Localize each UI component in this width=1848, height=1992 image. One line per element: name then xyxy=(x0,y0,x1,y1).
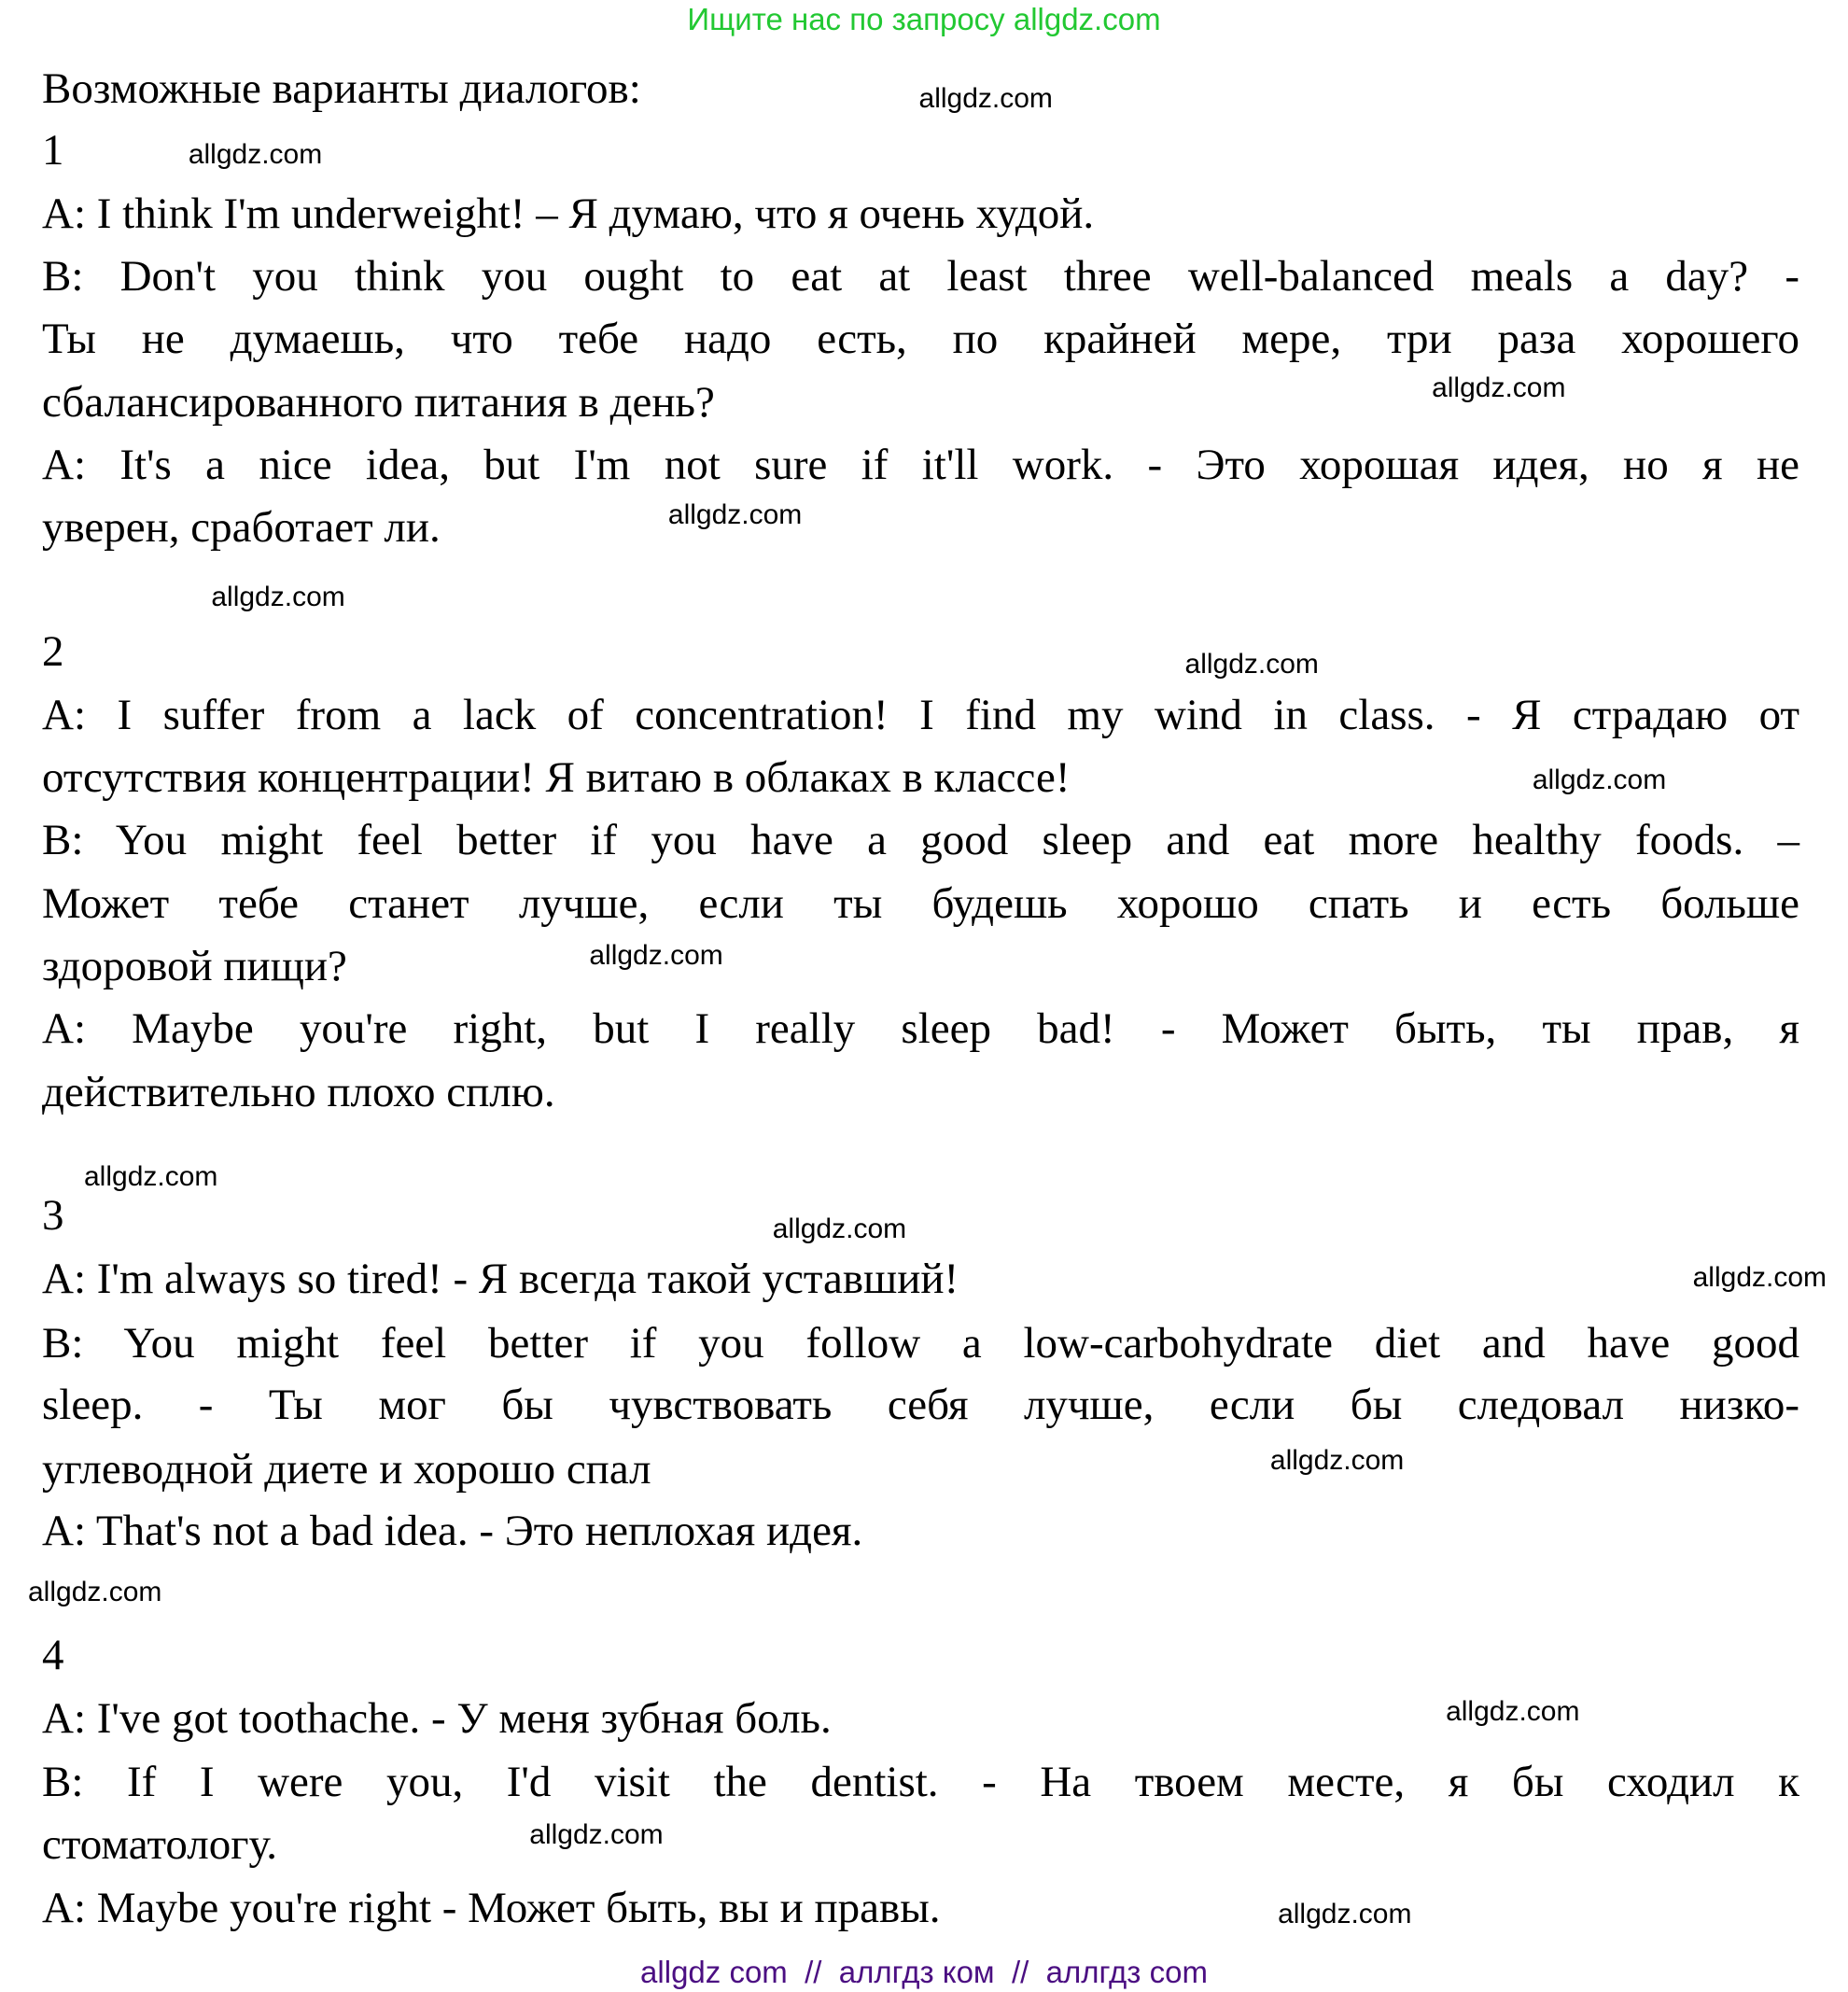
watermark: allgdz.com xyxy=(1692,1262,1827,1294)
dialog-line: здоровой пищи? xyxy=(42,942,347,990)
dialog-line: Может тебе станет лучше, если ты будешь хорошо спать и есть больше xyxy=(42,879,1799,929)
dialog-line: A: I've got toothache. - У меня зубная боль. xyxy=(42,1693,832,1743)
dialog-line: действительно плохо сплю. xyxy=(42,1068,555,1116)
dialog-line: B: You might feel better if you have a good sleep and eat more healthy foods. – xyxy=(42,816,1799,864)
watermark: allgdz.com xyxy=(1278,1898,1412,1929)
dialog-line: сбалансированного питания в день? xyxy=(42,377,715,427)
watermark: allgdz.com xyxy=(84,1161,218,1193)
dialog-line: Ты не думаешь, что тебе надо есть, по крайней мере, три раза хорошего xyxy=(42,314,1799,363)
watermark: allgdz.com xyxy=(589,940,723,972)
dialog-line: B: If I were you, I'd visit the dentist. - На твоем месте, я бы сходил к xyxy=(42,1758,1799,1807)
watermark: allgdz.com xyxy=(188,139,323,171)
dialog-line: B: Don't you think you ought to eat at least three well-balanced meals a day? - xyxy=(42,251,1799,301)
dialog-line: A: I suffer from a lack of concentration! I find my wind in class. - Я страдаю от xyxy=(42,691,1799,740)
watermark: allgdz.com xyxy=(1532,764,1667,795)
dialog-number: 3 xyxy=(42,1191,64,1241)
dialog-line: углеводной диете и хорошо спал xyxy=(42,1444,651,1494)
dialog-line: B: You might feel better if you follow a low-carbohydrate diet and have good xyxy=(42,1318,1799,1368)
watermark: allgdz.com xyxy=(772,1213,907,1245)
dialog-line: A: I'm always so tired! - Я всегда такой уставший! xyxy=(42,1255,959,1304)
dialog-number: 4 xyxy=(42,1630,64,1679)
dialog-line: A: Maybe you're right - Может быть, вы и правы. xyxy=(42,1884,941,1933)
watermark: allgdz.com xyxy=(211,581,345,612)
dialog-line: A: It's a nice idea, but I'm not sure if it'll work. - Это хорошая идея, но я не xyxy=(42,440,1799,489)
top-banner: Ищите нас по запросу allgdz.com xyxy=(687,2,1161,36)
watermark: allgdz.com xyxy=(1432,372,1566,403)
dialog-line: отсутствия концентрации! Я витаю в облаках в классе! xyxy=(42,753,1071,803)
watermark: allgdz.com xyxy=(529,1819,664,1851)
dialog-line: стоматологу. xyxy=(42,1819,278,1869)
heading: Возможные варианты диалогов: xyxy=(42,64,641,114)
bottom-banner: allgdz com // аллгдз ком // аллгдз com xyxy=(640,1955,1208,1989)
dialog-line: A: I think I'm underweight! – Я думаю, что я очень худой. xyxy=(42,189,1095,239)
dialog-number: 2 xyxy=(42,627,64,677)
dialog-number: 1 xyxy=(42,125,64,175)
watermark: allgdz.com xyxy=(918,83,1053,115)
watermark: allgdz.com xyxy=(1446,1696,1580,1728)
dialog-line: sleep. - Ты мог бы чувствовать себя лучше, если бы следовал низко- xyxy=(42,1381,1799,1430)
dialog-line: A: That's not a bad idea. - Это неплохая идея. xyxy=(42,1507,863,1556)
watermark: allgdz.com xyxy=(28,1576,162,1607)
watermark: allgdz.com xyxy=(1184,648,1319,680)
watermark: allgdz.com xyxy=(667,499,803,531)
watermark: allgdz.com xyxy=(1269,1445,1405,1477)
dialog-line: уверен, сработает ли. xyxy=(42,502,441,552)
dialog-line: A: Maybe you're right, but I really sleep bad! - Может быть, ты прав, я xyxy=(42,1003,1799,1053)
